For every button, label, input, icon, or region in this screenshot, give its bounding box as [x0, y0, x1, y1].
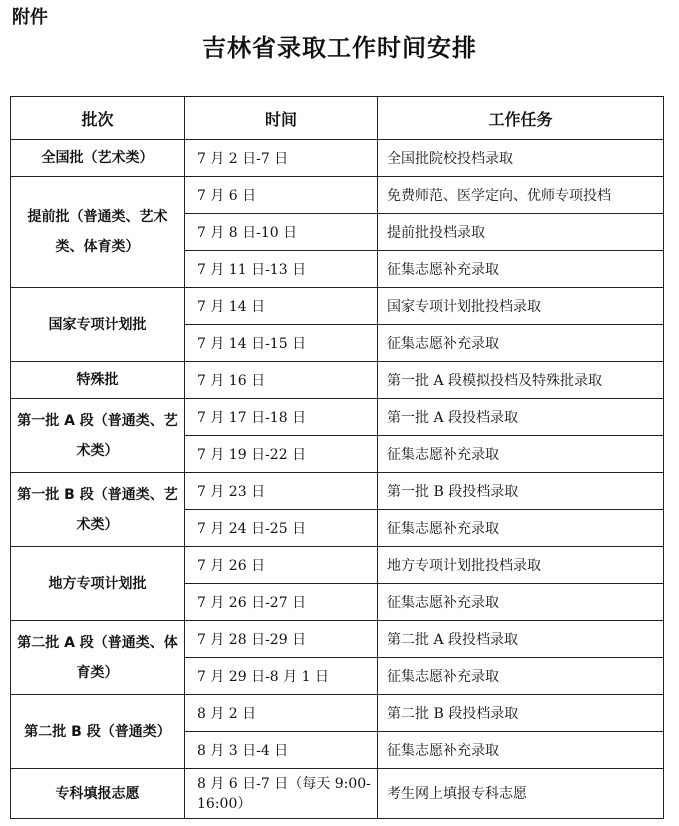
task-cell: 第一批 A 段投档录取 [378, 399, 664, 436]
task-cell: 考生网上填报专科志愿 [378, 769, 664, 819]
header-batch: 批次 [11, 97, 185, 140]
time-cell: 8 月 3 日-4 日 [185, 732, 378, 769]
time-cell: 8 月 6 日-7 日（每天 9:00-16:00） [185, 769, 378, 819]
task-cell: 征集志愿补充录取 [378, 436, 664, 473]
time-cell: 7 月 6 日 [185, 177, 378, 214]
batch-cell: 第一批 B 段（普通类、艺术类） [11, 473, 185, 547]
time-cell: 7 月 26 日-27 日 [185, 584, 378, 621]
task-cell: 国家专项计划批投档录取 [378, 288, 664, 325]
batch-cell: 第二批 B 段（普通类） [11, 695, 185, 769]
table-row [11, 547, 664, 584]
table-row [11, 362, 664, 399]
table-row [11, 621, 664, 658]
batch-cell: 地方专项计划批 [11, 547, 185, 621]
task-cell: 征集志愿补充录取 [378, 732, 664, 769]
task-cell: 全国批院校投档录取 [378, 140, 664, 177]
task-cell: 征集志愿补充录取 [378, 584, 664, 621]
time-cell: 7 月 26 日 [185, 547, 378, 584]
table-row [11, 769, 664, 819]
attachment-label: 附件 [12, 7, 48, 28]
time-cell: 7 月 8 日-10 日 [185, 214, 378, 251]
task-cell: 第二批 B 段投档录取 [378, 695, 664, 732]
table-row [11, 695, 664, 732]
task-cell: 征集志愿补充录取 [378, 251, 664, 288]
time-cell: 7 月 23 日 [185, 473, 378, 510]
table-row [11, 140, 664, 177]
batch-cell: 特殊批 [11, 362, 185, 399]
batch-cell: 第一批 A 段（普通类、艺术类） [11, 399, 185, 473]
batch-cell: 第二批 A 段（普通类、体育类） [11, 621, 185, 695]
table-row [11, 177, 664, 214]
time-cell: 7 月 24 日-25 日 [185, 510, 378, 547]
task-cell: 征集志愿补充录取 [378, 325, 664, 362]
time-cell: 7 月 14 日 [185, 288, 378, 325]
time-cell: 7 月 28 日-29 日 [185, 621, 378, 658]
task-cell: 第二批 A 段投档录取 [378, 621, 664, 658]
batch-cell: 专科填报志愿 [11, 769, 185, 819]
task-cell: 第一批 B 段投档录取 [378, 473, 664, 510]
time-cell: 7 月 19 日-22 日 [185, 436, 378, 473]
time-cell: 7 月 11 日-13 日 [185, 251, 378, 288]
table-row [11, 399, 664, 436]
task-cell: 地方专项计划批投档录取 [378, 547, 664, 584]
table-header-row [11, 97, 664, 140]
time-cell: 7 月 17 日-18 日 [185, 399, 378, 436]
table-row [11, 288, 664, 325]
time-cell: 7 月 16 日 [185, 362, 378, 399]
batch-cell: 国家专项计划批 [11, 288, 185, 362]
table-row [11, 473, 664, 510]
time-cell: 7 月 29 日-8 月 1 日 [185, 658, 378, 695]
time-cell: 7 月 2 日-7 日 [185, 140, 378, 177]
time-cell: 7 月 14 日-15 日 [185, 325, 378, 362]
task-cell: 征集志愿补充录取 [378, 658, 664, 695]
header-time: 时间 [185, 97, 378, 140]
page-title: 吉林省录取工作时间安排 [202, 34, 477, 62]
batch-cell: 提前批（普通类、艺术类、体育类） [11, 177, 185, 288]
task-cell: 第一批 A 段模拟投档及特殊批录取 [378, 362, 664, 399]
time-cell: 8 月 2 日 [185, 695, 378, 732]
task-cell: 免费师范、医学定向、优师专项投档 [378, 177, 664, 214]
batch-cell: 全国批（艺术类） [11, 140, 185, 177]
task-cell: 提前批投档录取 [378, 214, 664, 251]
schedule-table [10, 96, 664, 819]
header-task: 工作任务 [378, 97, 664, 140]
task-cell: 征集志愿补充录取 [378, 510, 664, 547]
